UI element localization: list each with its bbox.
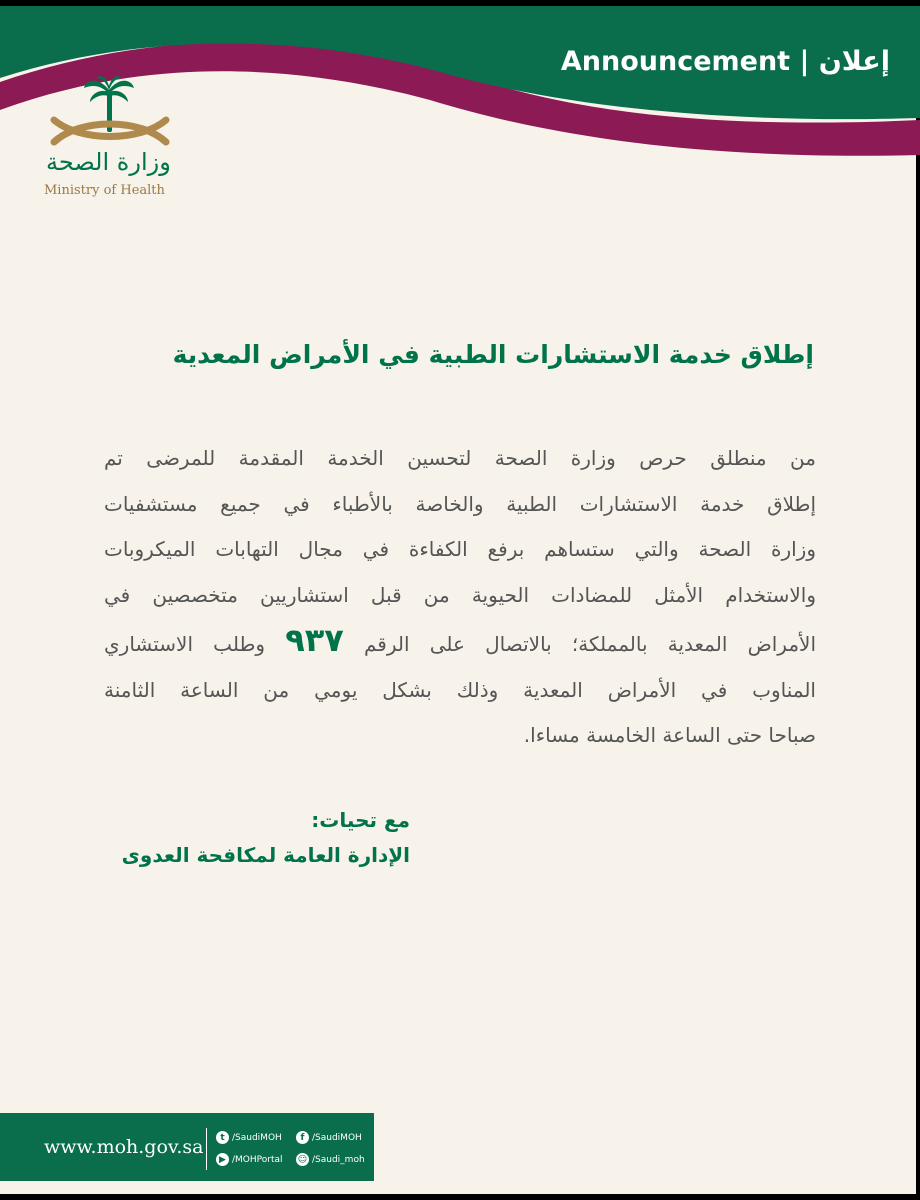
body-line-phone — [104, 618, 816, 668]
social-handle: /SaudiMOH — [312, 1132, 362, 1143]
document-title: إطلاق خدمة الاستشارات الطبية في الأمراض المعدية — [172, 340, 814, 369]
twitter-icon: t — [216, 1131, 229, 1144]
social-youtube[interactable] — [216, 1153, 283, 1166]
body-line: من منطلق حرص وزارة الصحة لتحسين الخدمة المقدمة للمرضى تم — [104, 446, 816, 470]
snapchat-icon: ☺ — [297, 1154, 308, 1165]
footer-divider — [206, 1128, 207, 1170]
line5-before: الأمراض المعدية بالمملكة؛ بالاتصال على الرقم — [364, 632, 817, 656]
department-signature: الإدارة العامة لمكافحة العدوى — [121, 843, 410, 867]
right-border — [916, 0, 920, 1200]
logo-arabic: وزارة الصحة — [46, 148, 171, 176]
youtube-icon: ▶ — [216, 1153, 229, 1166]
website-link[interactable]: www.moh.gov.sa — [44, 1136, 204, 1158]
body-line: والاستخدام الأمثل للمضادات الحيوية من قبل استشاريين متخصصين في — [104, 582, 816, 607]
greeting: مع تحيات: — [311, 808, 410, 832]
body-line: إطلاق خدمة الاستشارات الطبية والخاصة بالأطباء في جميع مستشفيات — [104, 491, 816, 516]
phone-number: ٩٣٧ — [285, 621, 344, 659]
body-line: صباحا حتى الساعة الخامسة مساءا. — [523, 723, 816, 747]
body-line: المناوب في الأمراض المعدية وذلك بشكل يومي من الساعة الثامنة — [104, 677, 816, 702]
body-line: وزارة الصحة والتي ستساهم برفع الكفاءة في مجال التهابات الميكروبات — [104, 537, 816, 561]
social-twitter[interactable] — [216, 1131, 282, 1144]
announcement-body — [104, 436, 816, 759]
facebook-icon: f — [296, 1131, 309, 1144]
social-handle: /SaudiMOH — [232, 1132, 282, 1143]
header-title: Announcement | إعلان — [560, 46, 890, 77]
social-handle: /MOHPortal — [232, 1154, 283, 1165]
logo-english: Ministry of Health — [44, 183, 165, 198]
line5-after: وطلب الاستشاري — [104, 632, 266, 656]
social-facebook[interactable] — [296, 1131, 362, 1144]
social-handle: /Saudi_moh — [312, 1154, 365, 1165]
social-snapchat[interactable] — [296, 1153, 365, 1166]
bottom-border — [0, 1194, 920, 1200]
